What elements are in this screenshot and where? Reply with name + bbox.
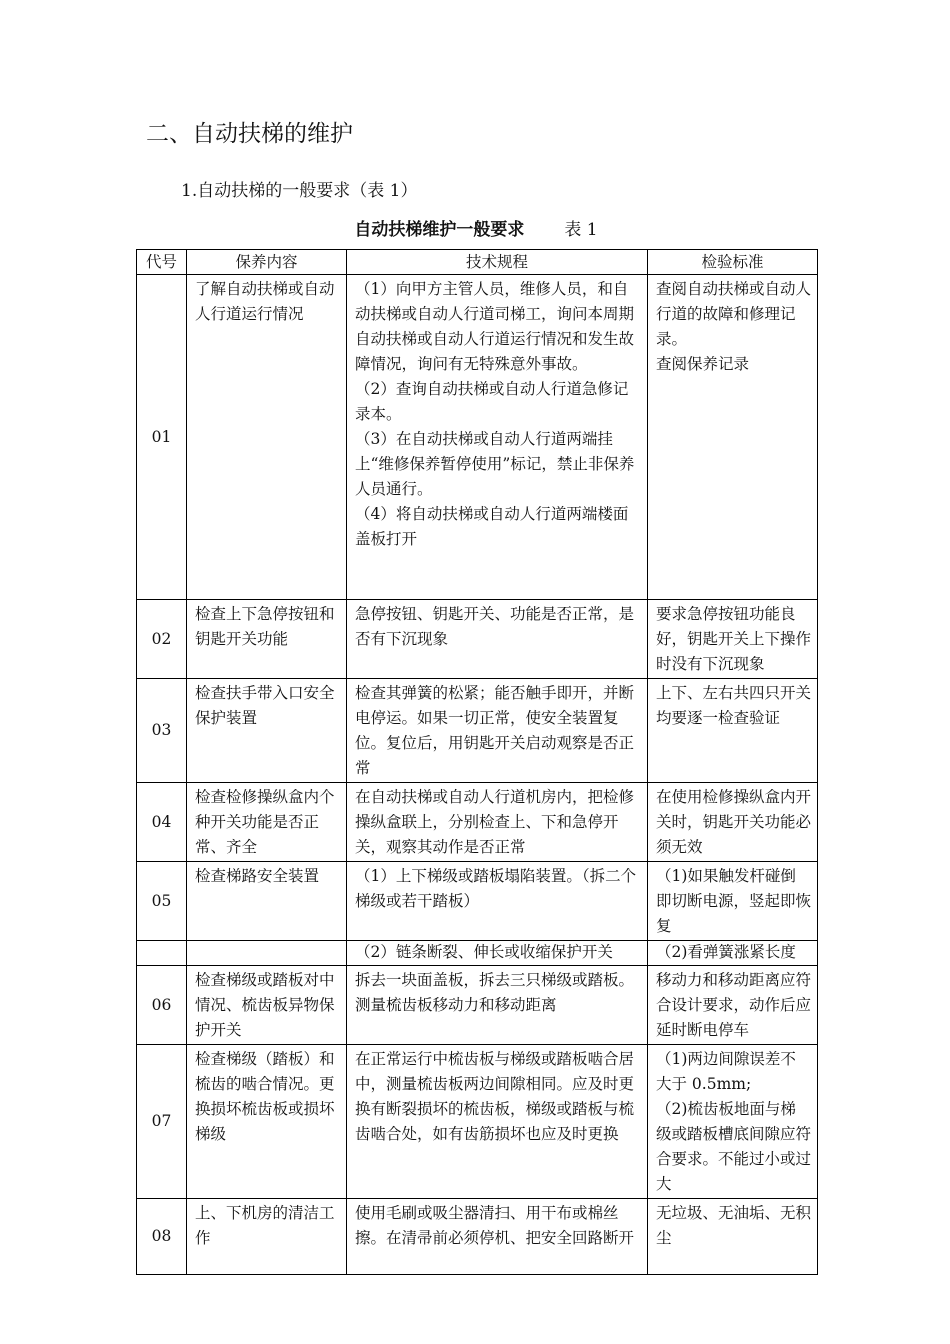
row-content bbox=[187, 941, 347, 966]
row-procedure bbox=[347, 941, 648, 966]
table-caption bbox=[136, 217, 816, 243]
standard-item: 上下、左右共四只开关均要逐一检查验证 bbox=[656, 684, 812, 727]
row-procedure bbox=[347, 783, 648, 862]
row-content: 上、下机房的清洁工作 bbox=[187, 1199, 347, 1275]
row-content: 检查梯级（踏板）和梳齿的啮合情况。更换损坏梳齿板或损坏梯级 bbox=[187, 1045, 347, 1199]
standard-item: （1)两边间隙误差不大于 0.5mm; bbox=[656, 1050, 796, 1093]
table-header-row bbox=[137, 250, 818, 275]
row-standard bbox=[648, 783, 818, 862]
row-standard bbox=[648, 1199, 818, 1275]
procedure-item: （2）查询自动扶梯或自动人行道急修记录本。 bbox=[355, 380, 629, 423]
header-code: 代号 bbox=[137, 250, 187, 275]
row-content: 了解自动扶梯或自动人行道运行情况 bbox=[187, 275, 347, 600]
table-row bbox=[137, 600, 818, 679]
table-row bbox=[137, 679, 818, 783]
row-standard bbox=[648, 600, 818, 679]
row-standard bbox=[648, 862, 818, 941]
row-code: 05 bbox=[137, 862, 187, 941]
standard-item: 查阅保养记录 bbox=[656, 355, 750, 373]
procedure-item: 拆去一块面盖板，拆去三只梯级或踏板。测量梳齿板移动力和移动距离 bbox=[355, 971, 635, 1014]
row-procedure bbox=[347, 600, 648, 679]
procedure-item: （2）链条断裂、伸长或收缩保护开关 bbox=[355, 943, 613, 961]
row-code: 08 bbox=[137, 1199, 187, 1275]
table-row bbox=[137, 1045, 818, 1199]
row-procedure bbox=[347, 966, 648, 1045]
table-row bbox=[137, 1199, 818, 1275]
procedure-item: （3）在自动扶梯或自动人行道两端挂上“维修保养暂停使用”标记，禁止非保养人员通行。 bbox=[355, 430, 635, 498]
row-content: 检查梯级或踏板对中情况、梳齿板异物保护开关 bbox=[187, 966, 347, 1045]
standard-item: 在使用检修操纵盒内开关时，钥匙开关功能必须无效 bbox=[656, 788, 812, 856]
row-procedure bbox=[347, 862, 648, 941]
row-content: 检查扶手带入口安全保护装置 bbox=[187, 679, 347, 783]
row-code bbox=[137, 941, 187, 966]
procedure-item: 检查其弹簧的松紧；能否触手即开，并断电停运。如果一切正常，使安全装置复位。复位后，用钥匙开关启动观察是否正常 bbox=[355, 684, 635, 777]
table-row bbox=[137, 862, 818, 941]
procedure-item: 使用毛刷或吸尘器清扫、用干布或棉丝擦。在清帚前必须停机、把安全回路断开 bbox=[355, 1204, 635, 1247]
table-row bbox=[137, 783, 818, 862]
row-code: 07 bbox=[137, 1045, 187, 1199]
procedure-item: 急停按钮、钥匙开关、功能是否正常，是否有下沉现象 bbox=[355, 605, 635, 648]
row-code: 02 bbox=[137, 600, 187, 679]
row-content: 检查梯路安全装置 bbox=[187, 862, 347, 941]
row-content: 检查上下急停按钮和钥匙开关功能 bbox=[187, 600, 347, 679]
table-row bbox=[137, 966, 818, 1045]
standard-item: 移动力和移动距离应符合设计要求，动作后应延时断电停车 bbox=[656, 971, 812, 1039]
header-content: 保养内容 bbox=[187, 250, 347, 275]
table-caption-title: 自动扶梯维护一般要求 bbox=[354, 220, 525, 240]
standard-item: （1)如果触发杆碰倒即切断电源，竖起即恢复 bbox=[656, 867, 812, 935]
row-code: 06 bbox=[137, 966, 187, 1045]
procedure-item: （1）上下梯级或踏板塌陷装置。（拆二个梯级或若干踏板） bbox=[355, 867, 637, 910]
table-caption-number: 表 1 bbox=[564, 220, 598, 240]
procedure-item: 在正常运行中梳齿板与梯级或踏板啮合居中，测量梳齿板两边间隙相同。应及时更换有断裂损坏的梳齿板，梯级或踏板与梳齿啮合处，如有齿筋损坏也应及时更换 bbox=[355, 1050, 635, 1143]
row-content: 检查检修操纵盒内个种开关功能是否正常、齐全 bbox=[187, 783, 347, 862]
row-procedure bbox=[347, 1045, 648, 1199]
table-row bbox=[137, 941, 818, 966]
row-code: 04 bbox=[137, 783, 187, 862]
subsection-heading: 1.自动扶梯的一般要求（表 1） bbox=[181, 181, 418, 201]
row-procedure bbox=[347, 1199, 648, 1275]
row-standard bbox=[648, 941, 818, 966]
table-row bbox=[137, 275, 818, 600]
standard-item: （2)看弹簧涨紧长度 bbox=[656, 943, 796, 961]
procedure-item: （1）向甲方主管人员，维修人员，和自动扶梯或自动人行道司梯工，询问本周期自动扶梯或自动人行道运行情况和发生故障情况，询问有无特殊意外事故。 bbox=[355, 280, 635, 373]
standard-item: 查阅自动扶梯或自动人行道的故障和修理记录。 bbox=[656, 280, 812, 348]
standard-item: 要求急停按钮功能良好，钥匙开关上下操作时没有下沉现象 bbox=[656, 605, 812, 673]
row-standard bbox=[648, 966, 818, 1045]
row-procedure bbox=[347, 679, 648, 783]
row-code: 03 bbox=[137, 679, 187, 783]
maintenance-requirements-table bbox=[136, 249, 818, 1275]
section-heading: 二、自动扶梯的维护 bbox=[146, 121, 353, 147]
procedure-item: 在自动扶梯或自动人行道机房内，把检修操纵盒联上，分别检查上、下和急停开关，观察其动作是否正常 bbox=[355, 788, 635, 856]
row-standard bbox=[648, 679, 818, 783]
row-standard bbox=[648, 1045, 818, 1199]
standard-item: （2)梳齿板地面与梯级或踏板槽底间隙应符合要求。不能过小或过大 bbox=[656, 1100, 812, 1193]
row-standard bbox=[648, 275, 818, 600]
row-procedure bbox=[347, 275, 648, 600]
row-code: 01 bbox=[137, 275, 187, 600]
procedure-item: （4）将自动扶梯或自动人行道两端楼面盖板打开 bbox=[355, 505, 629, 548]
header-procedure: 技术规程 bbox=[347, 250, 648, 275]
header-standard: 检验标准 bbox=[648, 250, 818, 275]
standard-item: 无垃圾、无油垢、无积尘 bbox=[656, 1204, 812, 1247]
